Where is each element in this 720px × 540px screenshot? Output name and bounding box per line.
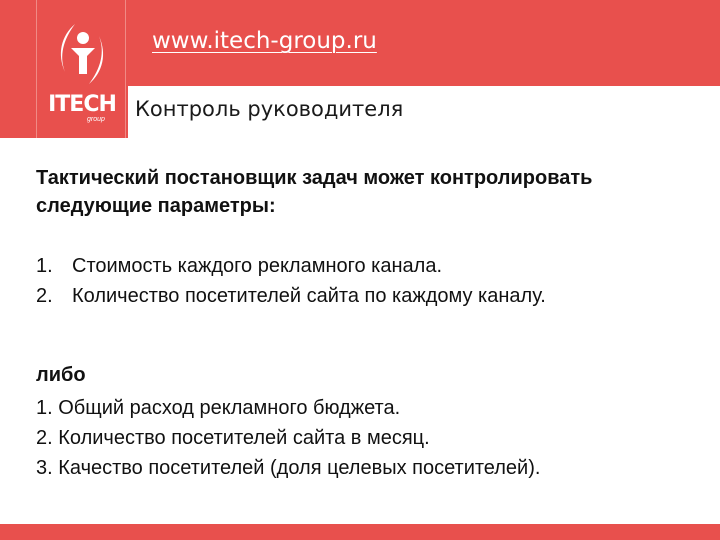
alternative-label: либо [36,364,86,386]
logo-figure-icon [53,20,111,88]
list-text: Стоимость каждого рекламного канала. [72,255,442,277]
list-item: 1. Общий расход рекламного бюджета. [36,397,401,419]
list-number: 2. [36,285,53,307]
list-item [36,251,696,281]
logo-subtext: group [87,116,105,123]
footer-bar [0,524,720,540]
list-number: 1. [36,255,53,277]
company-logo [36,0,126,138]
site-url-link[interactable]: www.itech-group.ru [152,28,377,54]
list-item [36,281,696,311]
page-title: Контроль руководителя [135,97,404,121]
list-item: 3. Качество посетителей (доля целевых посетителей). [36,457,541,479]
list-text: Количество посетителей сайта по каждому каналу. [72,285,546,307]
intro-paragraph: Тактический постановщик задач может контролировать следующие параметры: [36,167,593,217]
list-item: 2. Количество посетителей сайта в месяц. [36,427,430,449]
parameter-list-primary [36,251,696,311]
logo-wordmark: ITECH [48,92,116,117]
parameter-list-alternative [36,393,706,483]
